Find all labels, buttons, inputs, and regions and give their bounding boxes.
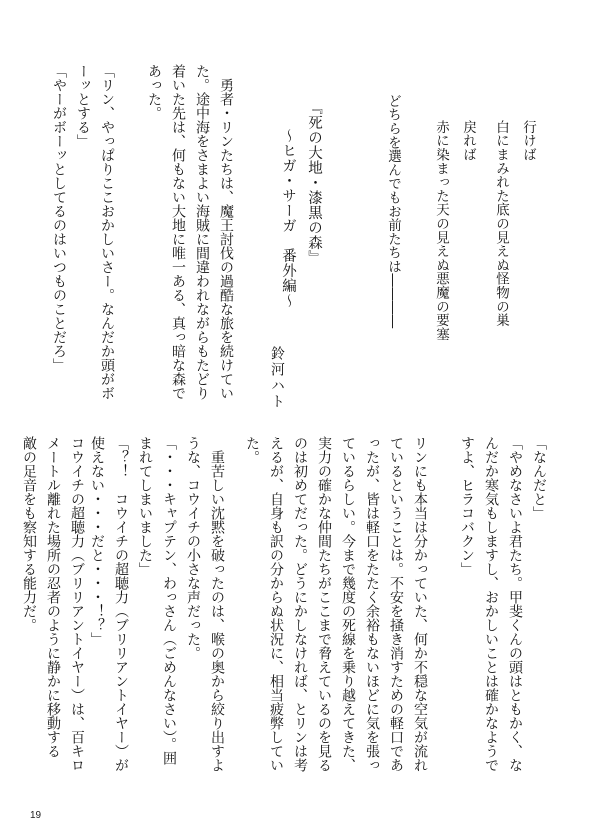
- story-subtitle: ～ヒガ・サーガ 番外編～: [280, 128, 296, 308]
- lower-body-line-20: 「？！ コウイチの超聴力（ブリリアントイヤー）が: [113, 436, 129, 772]
- lower-body-line-1: 「なんだと」: [531, 436, 547, 520]
- lower-body-line-10: 実力の確かな仲間たちがここまで脅えているのを見る: [316, 436, 332, 772]
- upper-body-line-1: 勇者・リンたちは、魔王討伐の過酷な旅を続けてい: [218, 64, 234, 400]
- lower-body-line-13: た。: [244, 436, 260, 464]
- author-name: 鈴河ハト: [269, 346, 285, 410]
- lower-body-line-4: すよ、ヒラコバクン」: [459, 436, 475, 576]
- lower-body-line-7: ているということは。不安を掻き消すための軽口であ: [388, 436, 404, 772]
- lower-body-line-3: んだか寒気もしますし、おかしいことは確かなようで: [483, 436, 499, 772]
- lower-body-line-2: 「やめなさいよ君たち。甲斐くんの頭はともかく、な: [507, 436, 523, 772]
- upper-body-line-3: 着いた先は、何もない大地に唯一ある、真っ暗な森で: [170, 64, 186, 400]
- poem-line-5: どちらを選んでもお前たちは――――: [385, 94, 401, 329]
- upper-body-line-8: 「やーがボーッとしてるのはいつものことだろ」: [51, 64, 67, 372]
- page-number: 19: [30, 810, 42, 821]
- lower-body-line-19: まれてしまいました」: [137, 436, 153, 576]
- lower-body-line-25: 敵の足音をも察知する能力だ。: [21, 436, 37, 632]
- lower-body-line-21: 使えない・・・だと・・・！？」: [89, 436, 105, 646]
- lower-body-line-15: 重苦しい沈黙を破ったのは、喉の奥から絞り出すよ: [209, 436, 225, 772]
- upper-body-line-4: あった。: [146, 64, 162, 120]
- upper-body-line-2: た。途中海をさまよい海賊に間違われながらもたどり: [194, 64, 210, 400]
- lower-body-line-23: コウイチの超聴力（ブリリアントイヤー）は、百キロ: [69, 436, 85, 772]
- lower-body-line-24: メートル離れた場所の忍者のように静かに移動する: [45, 436, 61, 758]
- lower-body-line-12: えるが、自身も訳の分からぬ状況に、相当疲弊してい: [268, 436, 284, 772]
- lower-body-line-6: リンにも本当は分かっていた、何か不穏な空気が流れ: [412, 436, 428, 772]
- lower-body-line-18: 「・・・キャプテン、わっさん（ごめんなさい）。囲: [161, 436, 177, 765]
- poem-line-1: 行けば: [520, 120, 536, 162]
- lower-body-line-8: ったが、皆は軽口をたたく余裕もないほどに気を張っ: [364, 436, 380, 772]
- lower-body-line-11: のは初めてだった。どうにかしなければ、とリンは考: [292, 436, 308, 772]
- lower-body-line-16: うな、コウイチの小さな声だった。: [185, 436, 201, 660]
- poem-line-2: 白にまみれた底の見えぬ怪物の巣: [493, 120, 509, 327]
- poem-line-3: 戻れば: [460, 120, 476, 162]
- poem-line-4: 赤に染まった天の見えぬ悪魔の要塞: [433, 120, 449, 341]
- lower-body-line-9: ているらしい。今まで幾度の死線を乗り越えてきた、: [340, 436, 356, 772]
- upper-body-line-7: ーッとする」: [75, 64, 91, 148]
- story-title: 『死の大地・漆黒の森』: [306, 100, 322, 265]
- upper-body-line-6: 「リン、やっぱりここおかしいさー。なんだか頭がボ: [99, 64, 115, 400]
